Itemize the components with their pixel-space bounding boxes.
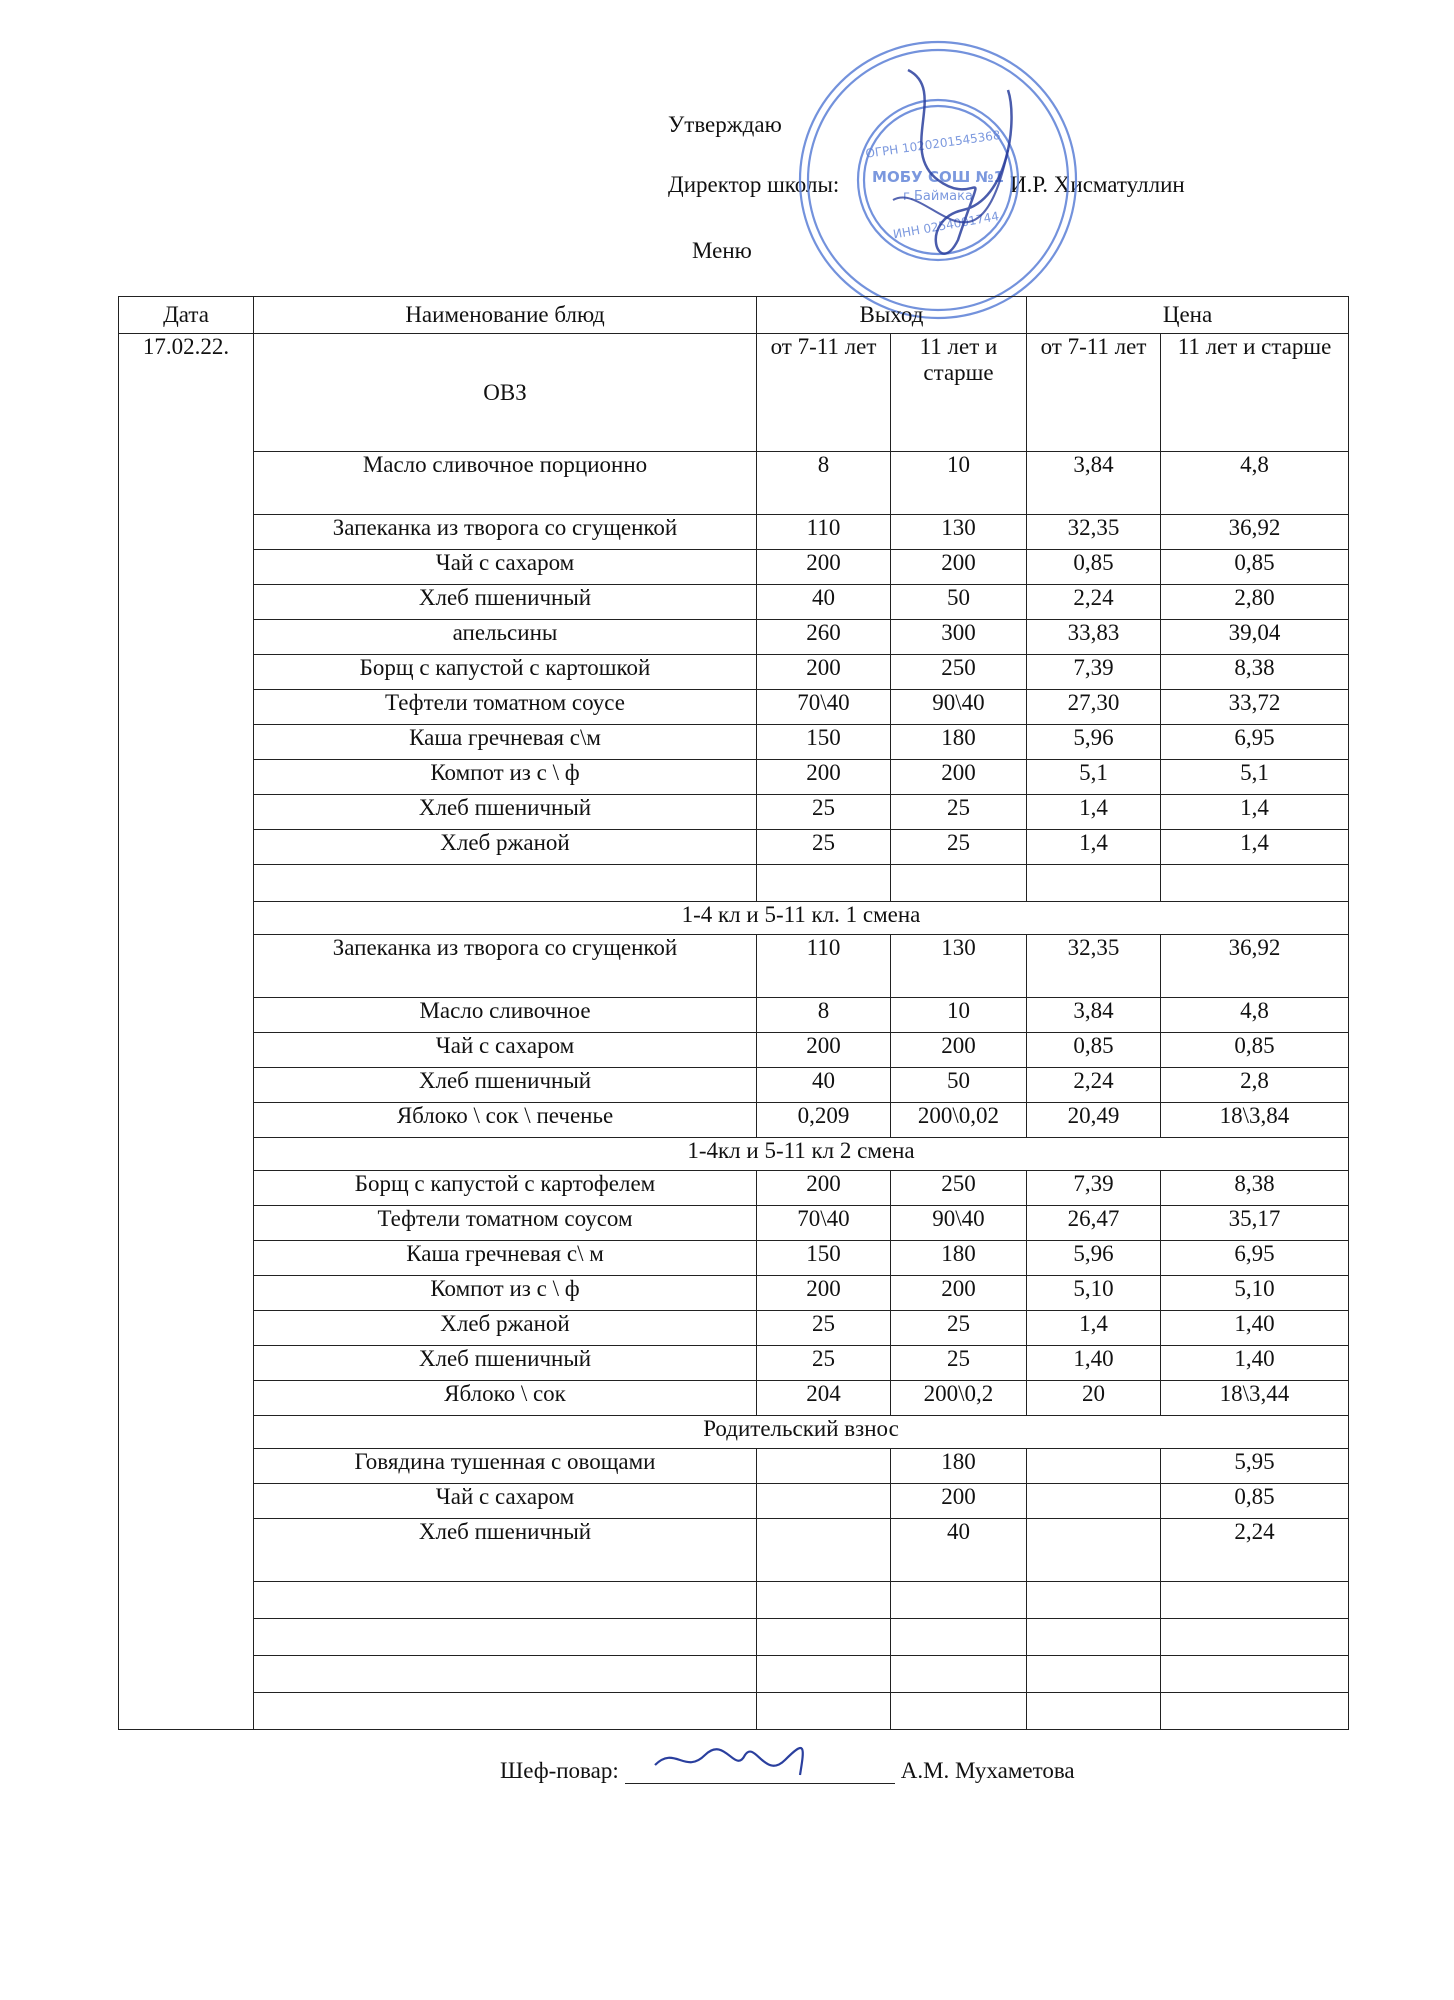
empty-cell — [254, 865, 757, 902]
empty-cell — [1027, 1582, 1161, 1619]
output-7-11: 25 — [757, 1311, 891, 1346]
price-7-11: 32,35 — [1027, 935, 1161, 998]
dish-name: Масло сливочное — [254, 998, 757, 1033]
output-7-11: 200 — [757, 1033, 891, 1068]
empty-cell — [1027, 1656, 1161, 1693]
output-11-plus: 200 — [891, 550, 1027, 585]
empty-cell — [891, 1656, 1027, 1693]
dish-name: Запеканка из творога со сгущенкой — [254, 515, 757, 550]
table-row — [119, 1311, 1349, 1346]
output-11-plus: 25 — [891, 795, 1027, 830]
price-7-11 — [1027, 1519, 1161, 1582]
price-11-plus: 4,8 — [1161, 998, 1349, 1033]
dish-name: Каша гречневая с\м — [254, 725, 757, 760]
price-11-plus: 8,38 — [1161, 655, 1349, 690]
table-row — [119, 452, 1349, 515]
price-11-plus: 18\3,84 — [1161, 1103, 1349, 1138]
output-11-plus: 25 — [891, 830, 1027, 865]
price-11-plus: 8,38 — [1161, 1171, 1349, 1206]
dish-name: апельсины — [254, 620, 757, 655]
age-price-7-11: от 7-11 лет — [1027, 334, 1161, 452]
dish-name: Яблоко \ сок — [254, 1381, 757, 1416]
output-11-plus: 250 — [891, 1171, 1027, 1206]
col-name: Наименование блюд — [254, 297, 757, 334]
price-7-11: 33,83 — [1027, 620, 1161, 655]
empty-row — [119, 1656, 1349, 1693]
signature-line — [625, 1761, 895, 1784]
table-row — [119, 655, 1349, 690]
table-row — [119, 725, 1349, 760]
output-11-plus: 130 — [891, 935, 1027, 998]
price-11-plus: 2,8 — [1161, 1068, 1349, 1103]
table-row — [119, 830, 1349, 865]
table-row — [119, 1103, 1349, 1138]
price-11-plus: 1,4 — [1161, 830, 1349, 865]
table-row — [119, 585, 1349, 620]
director-label: Директор школы: — [668, 172, 840, 197]
dish-name: Компот из с \ ф — [254, 760, 757, 795]
empty-row — [119, 1582, 1349, 1619]
price-7-11: 5,10 — [1027, 1276, 1161, 1311]
chef-signature-icon — [625, 1735, 895, 1785]
output-7-11 — [757, 1449, 891, 1484]
empty-cell — [757, 1582, 891, 1619]
output-7-11: 8 — [757, 998, 891, 1033]
price-11-plus: 5,1 — [1161, 760, 1349, 795]
empty-cell — [1161, 1693, 1349, 1730]
empty-cell — [757, 865, 891, 902]
section-row — [119, 902, 1349, 935]
chef-name: А.М. Мухаметова — [900, 1758, 1075, 1783]
table-row — [119, 690, 1349, 725]
empty-cell — [1161, 1656, 1349, 1693]
price-7-11 — [1027, 1484, 1161, 1519]
table-row — [119, 1449, 1349, 1484]
price-11-plus: 2,80 — [1161, 585, 1349, 620]
price-7-11: 5,1 — [1027, 760, 1161, 795]
empty-cell — [1161, 1619, 1349, 1656]
chef-label: Шеф-повар: — [500, 1758, 619, 1783]
table-row — [119, 1068, 1349, 1103]
section-ovz: ОВЗ — [254, 334, 757, 452]
empty-cell — [254, 1582, 757, 1619]
table-row — [119, 1381, 1349, 1416]
empty-cell — [254, 1656, 757, 1693]
empty-cell — [891, 865, 1027, 902]
empty-cell — [891, 1619, 1027, 1656]
dish-name: Хлеб пшеничный — [254, 1346, 757, 1381]
price-11-plus: 1,40 — [1161, 1311, 1349, 1346]
price-11-plus: 33,72 — [1161, 690, 1349, 725]
output-7-11: 70\40 — [757, 1206, 891, 1241]
footer — [500, 1758, 1075, 1784]
empty-cell — [1027, 865, 1161, 902]
price-7-11: 20,49 — [1027, 1103, 1161, 1138]
table-row — [119, 1171, 1349, 1206]
output-11-plus: 25 — [891, 1311, 1027, 1346]
output-7-11: 8 — [757, 452, 891, 515]
price-7-11 — [1027, 1449, 1161, 1484]
dish-name: Яблоко \ сок \ печенье — [254, 1103, 757, 1138]
price-7-11: 5,96 — [1027, 725, 1161, 760]
price-11-plus: 36,92 — [1161, 935, 1349, 998]
dish-name: Тефтели томатном соусом — [254, 1206, 757, 1241]
price-7-11: 1,4 — [1027, 795, 1161, 830]
dish-name: Тефтели томатном соусе — [254, 690, 757, 725]
output-11-plus: 40 — [891, 1519, 1027, 1582]
output-11-plus: 50 — [891, 1068, 1027, 1103]
price-11-plus: 35,17 — [1161, 1206, 1349, 1241]
svg-text:ОГРН 1020201545368: ОГРН 1020201545368 — [864, 127, 1002, 161]
svg-text:МОБУ СОШ №1: МОБУ СОШ №1 — [872, 168, 1004, 186]
age-output-7-11: от 7-11 лет — [757, 334, 891, 452]
output-7-11: 0,209 — [757, 1103, 891, 1138]
output-11-plus: 200 — [891, 1484, 1027, 1519]
price-7-11: 7,39 — [1027, 1171, 1161, 1206]
output-7-11: 150 — [757, 1241, 891, 1276]
price-11-plus: 39,04 — [1161, 620, 1349, 655]
price-11-plus: 5,10 — [1161, 1276, 1349, 1311]
output-11-plus: 180 — [891, 1449, 1027, 1484]
price-7-11: 32,35 — [1027, 515, 1161, 550]
table-row — [119, 620, 1349, 655]
age-output-11-plus: 11 лет и старше — [891, 334, 1027, 452]
price-7-11: 5,96 — [1027, 1241, 1161, 1276]
price-11-plus: 36,92 — [1161, 515, 1349, 550]
output-11-plus: 200\0,2 — [891, 1381, 1027, 1416]
price-11-plus: 6,95 — [1161, 1241, 1349, 1276]
output-11-plus: 10 — [891, 452, 1027, 515]
table-header-row — [119, 297, 1349, 334]
output-7-11: 200 — [757, 1276, 891, 1311]
dish-name: Борщ с капустой с картошкой — [254, 655, 757, 690]
dish-name: Хлеб пшеничный — [254, 1519, 757, 1582]
empty-cell — [891, 1693, 1027, 1730]
output-7-11: 110 — [757, 935, 891, 998]
price-7-11: 0,85 — [1027, 1033, 1161, 1068]
section-shift-2: 1-4кл и 5-11 кл 2 смена — [254, 1138, 1349, 1171]
svg-text:ИНН 0254001744: ИНН 0254001744 — [891, 209, 1000, 242]
price-7-11: 0,85 — [1027, 550, 1161, 585]
price-11-plus: 18\3,44 — [1161, 1381, 1349, 1416]
output-11-plus: 25 — [891, 1346, 1027, 1381]
section-row — [119, 1138, 1349, 1171]
empty-cell — [1027, 1693, 1161, 1730]
empty-cell — [1161, 865, 1349, 902]
empty-cell — [891, 1582, 1027, 1619]
price-7-11: 3,84 — [1027, 998, 1161, 1033]
output-11-plus: 130 — [891, 515, 1027, 550]
table-row — [119, 795, 1349, 830]
table-row — [119, 935, 1349, 998]
empty-cell — [254, 1619, 757, 1656]
price-11-plus: 4,8 — [1161, 452, 1349, 515]
school-stamp-icon — [788, 30, 1088, 330]
price-7-11: 26,47 — [1027, 1206, 1161, 1241]
output-11-plus: 200\0,02 — [891, 1103, 1027, 1138]
price-7-11: 2,24 — [1027, 585, 1161, 620]
table-row — [119, 1276, 1349, 1311]
price-7-11: 3,84 — [1027, 452, 1161, 515]
price-11-plus: 5,95 — [1161, 1449, 1349, 1484]
price-11-plus: 1,40 — [1161, 1346, 1349, 1381]
dish-name: Хлеб пшеничный — [254, 795, 757, 830]
section-parent-fee: Родительский взнос — [254, 1416, 1349, 1449]
director-name: И.Р. Хисматуллин — [1010, 172, 1185, 197]
output-7-11: 200 — [757, 655, 891, 690]
output-11-plus: 200 — [891, 1276, 1027, 1311]
price-11-plus: 0,85 — [1161, 1033, 1349, 1068]
dish-name: Говядина тушенная с овощами — [254, 1449, 757, 1484]
output-11-plus: 90\40 — [891, 1206, 1027, 1241]
table-row — [119, 1484, 1349, 1519]
section-shift-1: 1-4 кл и 5-11 кл. 1 смена — [254, 902, 1349, 935]
table-row — [119, 998, 1349, 1033]
output-11-plus: 300 — [891, 620, 1027, 655]
price-7-11: 2,24 — [1027, 1068, 1161, 1103]
age-price-11-plus: 11 лет и старше — [1161, 334, 1349, 452]
table-row — [119, 760, 1349, 795]
empty-cell — [757, 1693, 891, 1730]
output-7-11: 70\40 — [757, 690, 891, 725]
dish-name: Чай с сахаром — [254, 1484, 757, 1519]
output-7-11: 200 — [757, 550, 891, 585]
subheader-row — [119, 334, 1349, 452]
dish-name: Чай с сахаром — [254, 1033, 757, 1068]
output-7-11: 25 — [757, 830, 891, 865]
dish-name: Хлеб пшеничный — [254, 585, 757, 620]
output-11-plus: 250 — [891, 655, 1027, 690]
dish-name: Хлеб пшеничный — [254, 1068, 757, 1103]
output-7-11: 150 — [757, 725, 891, 760]
table-row — [119, 1241, 1349, 1276]
output-7-11: 40 — [757, 585, 891, 620]
svg-text:г.Баймака: г.Баймака — [903, 189, 973, 204]
dish-name: Запеканка из творога со сгущенкой — [254, 935, 757, 998]
col-output: Выход — [757, 297, 1027, 334]
table-row — [119, 1519, 1349, 1582]
output-7-11: 200 — [757, 1171, 891, 1206]
col-date: Дата — [119, 297, 254, 334]
output-11-plus: 200 — [891, 1033, 1027, 1068]
output-7-11 — [757, 1519, 891, 1582]
table-row — [119, 515, 1349, 550]
output-11-plus: 180 — [891, 1241, 1027, 1276]
output-11-plus: 10 — [891, 998, 1027, 1033]
price-7-11: 1,4 — [1027, 1311, 1161, 1346]
price-11-plus: 0,85 — [1161, 1484, 1349, 1519]
menu-table — [118, 296, 1349, 1730]
output-7-11: 110 — [757, 515, 891, 550]
date-cell: 17.02.22. — [119, 334, 254, 1730]
table-row — [119, 1033, 1349, 1068]
dish-name: Хлеб ржаной — [254, 1311, 757, 1346]
empty-row — [119, 1693, 1349, 1730]
dish-name: Хлеб ржаной — [254, 830, 757, 865]
table-row — [119, 1206, 1349, 1241]
empty-cell — [1027, 1619, 1161, 1656]
price-11-plus: 6,95 — [1161, 725, 1349, 760]
dish-name: Борщ с капустой с картофелем — [254, 1171, 757, 1206]
empty-cell — [757, 1656, 891, 1693]
price-7-11: 20 — [1027, 1381, 1161, 1416]
price-7-11: 1,40 — [1027, 1346, 1161, 1381]
col-price: Цена — [1027, 297, 1349, 334]
table-row — [119, 550, 1349, 585]
dish-name: Компот из с \ ф — [254, 1276, 757, 1311]
output-7-11 — [757, 1484, 891, 1519]
output-7-11: 260 — [757, 620, 891, 655]
approve-label: Утверждаю — [668, 112, 782, 137]
output-11-plus: 50 — [891, 585, 1027, 620]
price-7-11: 7,39 — [1027, 655, 1161, 690]
price-11-plus: 1,4 — [1161, 795, 1349, 830]
menu-title: Меню — [692, 238, 752, 263]
empty-row — [119, 1619, 1349, 1656]
output-7-11: 25 — [757, 1346, 891, 1381]
output-11-plus: 180 — [891, 725, 1027, 760]
dish-name: Масло сливочное порционно — [254, 452, 757, 515]
dish-name: Каша гречневая с\ м — [254, 1241, 757, 1276]
output-7-11: 40 — [757, 1068, 891, 1103]
empty-cell — [1161, 1582, 1349, 1619]
table-row — [119, 1346, 1349, 1381]
output-7-11: 200 — [757, 760, 891, 795]
dish-name: Чай с сахаром — [254, 550, 757, 585]
output-11-plus: 200 — [891, 760, 1027, 795]
empty-row — [119, 865, 1349, 902]
output-7-11: 25 — [757, 795, 891, 830]
price-7-11: 1,4 — [1027, 830, 1161, 865]
price-11-plus: 2,24 — [1161, 1519, 1349, 1582]
output-11-plus: 90\40 — [891, 690, 1027, 725]
empty-cell — [254, 1693, 757, 1730]
section-row — [119, 1416, 1349, 1449]
price-7-11: 27,30 — [1027, 690, 1161, 725]
output-7-11: 204 — [757, 1381, 891, 1416]
price-11-plus: 0,85 — [1161, 550, 1349, 585]
empty-cell — [757, 1619, 891, 1656]
